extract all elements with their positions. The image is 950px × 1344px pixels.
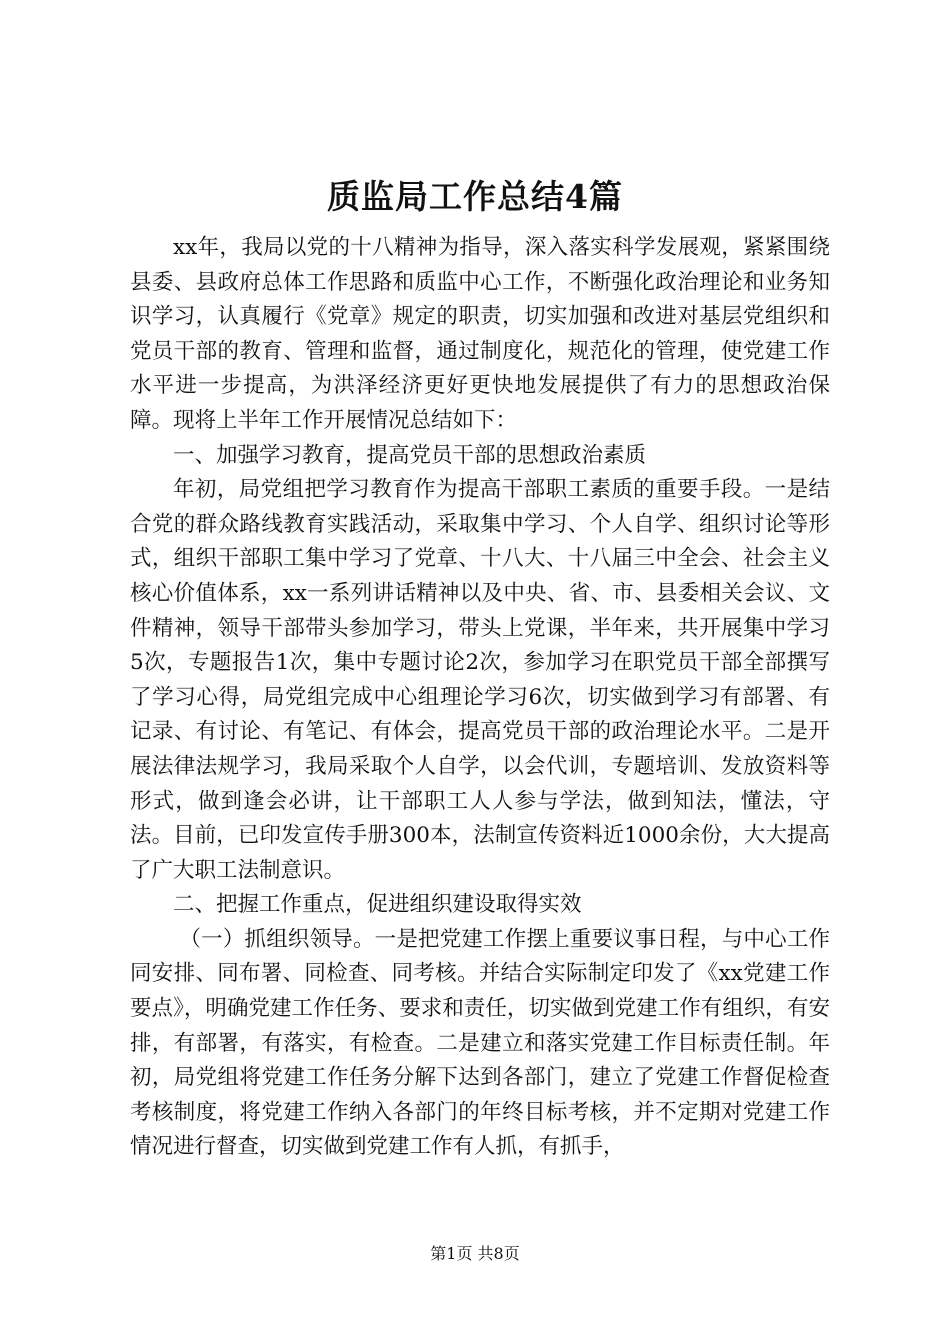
subsection-paragraph: （一）抓组织领导。一是把党建工作摆上重要议事日程，与中心工作同安排、同布署、同检查、同考核。并结合实际制定印发了《xx党建工作要点》，明确党建工作任务、要求和责任，切实做到党建工作有组织，有安排，有部署，有落实，有检查。二是建立和落实党建工作目标责任制。年初，局党组将党建工作任务分解下达到各部门，建立了党建工作督促检查考核制度，将党建工作纳入各部门的年终目标考核，并不定期对党建工作情况进行督查，切实做到党建工作有人抓，有抓手， <box>130 926 830 1160</box>
section-heading-1: 一、加强学习教育，提高党员干部的思想政治素质 <box>173 442 647 468</box>
page-footer: 第1页 共8页 <box>430 1244 520 1263</box>
section-1-paragraph: 年初，局党组把学习教育作为提高干部职工素质的重要手段。一是结合党的群众路线教育实践活动，采取集中学习、个人自学、组织讨论等形式，组织干部职工集中学习了党章、十八大、十八届三中全会、社会主义核心价值体系，xx一系列讲话精神以及中央、省、市、县委相关会议、文件精神，领导干部带头参加学习，带头上党课，半年来，共开展集中学习5次，专题报告1次，集中专题讨论2次，参加学习在职党员干部全部撰写了学习心得，局党组完成中心组理论学习6次，切实做到学习有部署、有记录、有讨论、有笔记、有体会，提高党员干部的政治理论水平。二是开展法律法规学习，我局采取个人自学，以会代训，专题培训、发放资料等形式，做到逢会必讲，让干部职工人人参与学法，做到知法，懂法，守法。目前，已印发宣传手册300本，法制宣传资料近1000余份，大大提高了广大职工法制意识。 <box>130 477 830 883</box>
document-title: 质监局工作总结4篇 <box>327 177 623 216</box>
intro-paragraph: xx年，我局以党的十八精神为指导，深入落实科学发展观，紧紧围绕县委、县政府总体工作思路和质监中心工作，不断强化政治理论和业务知识学习，认真履行《党章》规定的职责，切实加强和改进对基层党组织和党员干部的教育、管理和监督，通过制度化，规范化的管理，使党建工作水平进一步提高，为洪泽经济更好更快地发展提供了有力的思想政治保障。现将上半年工作开展情况总结如下： <box>130 235 830 433</box>
document-body <box>130 231 830 1165</box>
section-heading-2: 二、把握工作重点，促进组织建设取得实效 <box>173 892 582 918</box>
